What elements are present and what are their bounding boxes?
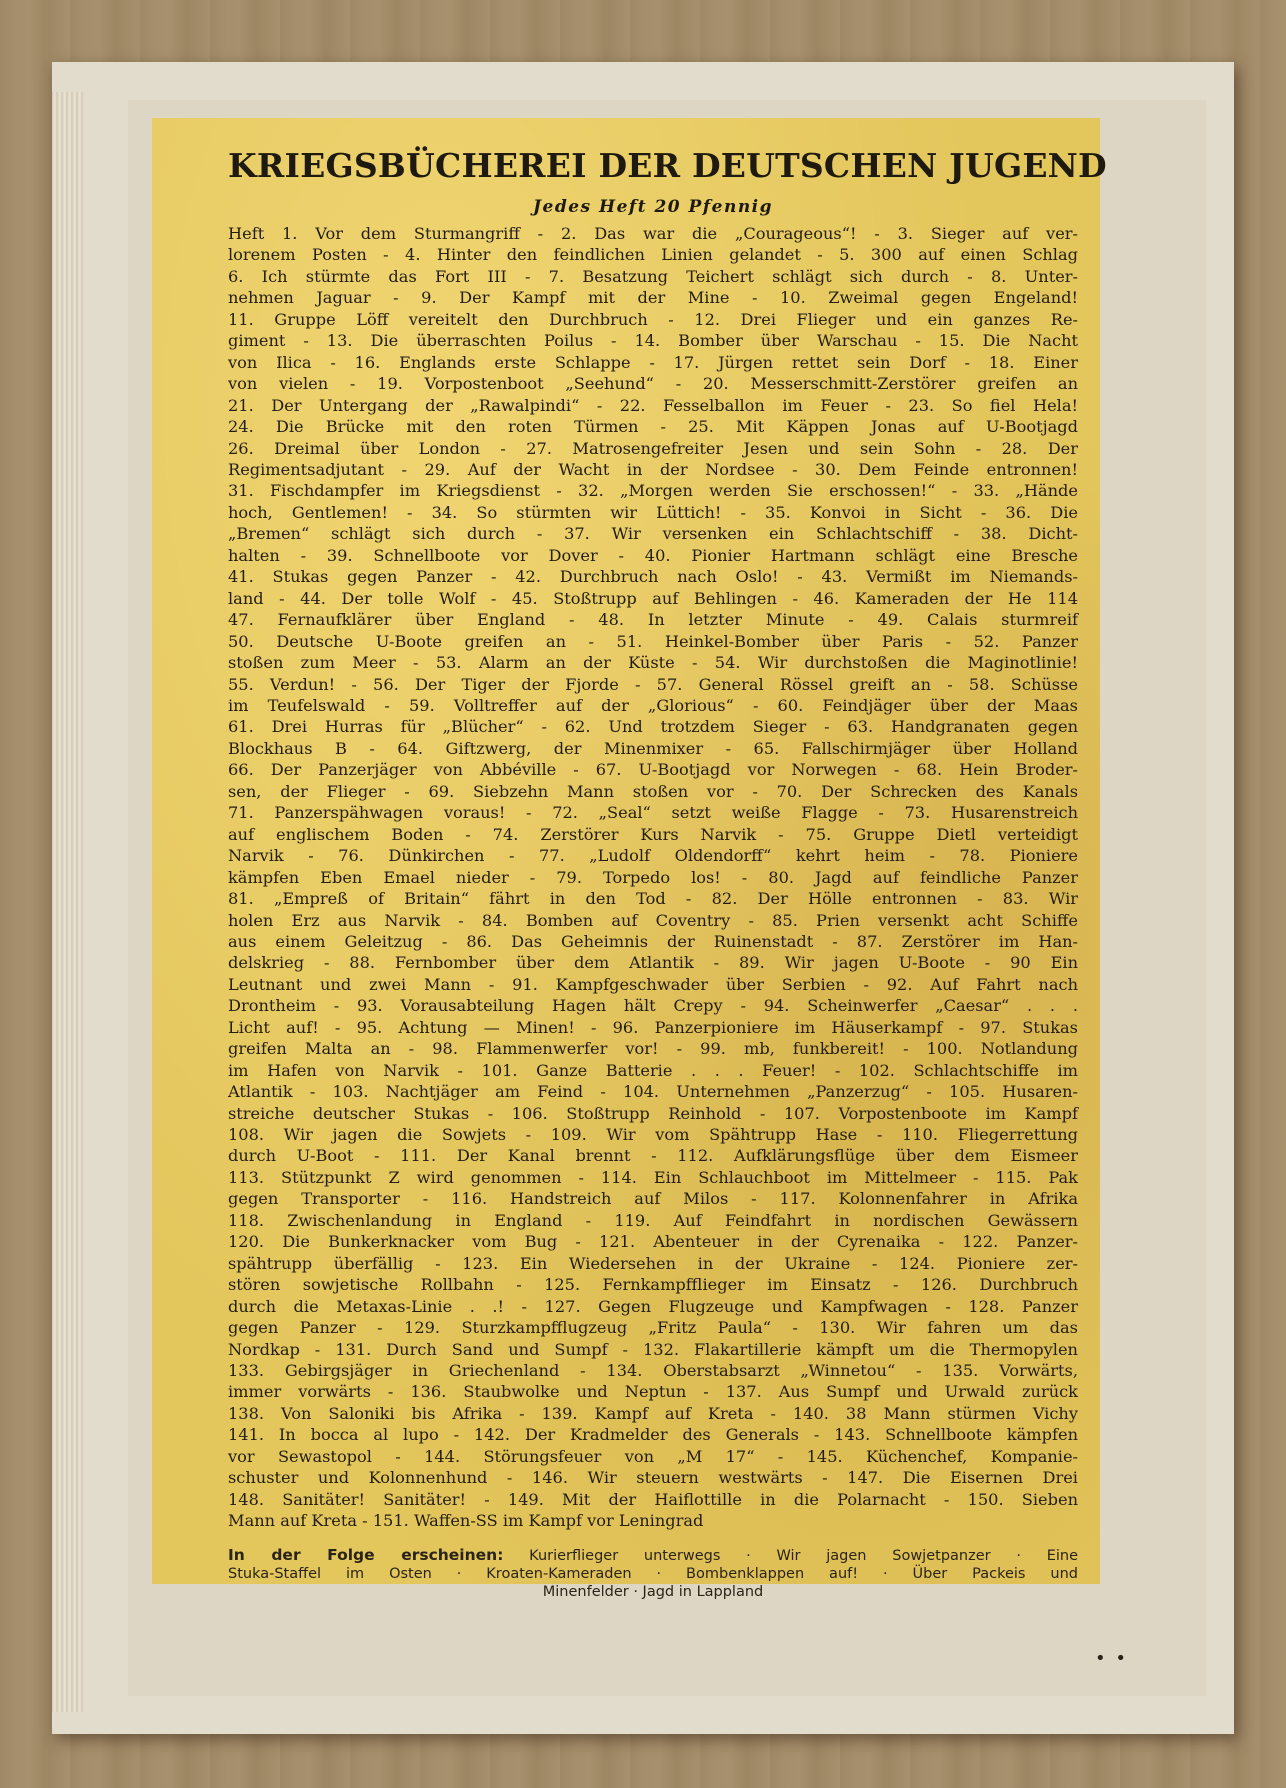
title-list-line: gegen Transporter - 116. Handstreich auf Milos - 117. Kolonnenfahrer in Afrika <box>228 1189 1078 1209</box>
title-list-line: lorenem Posten - 4. Hinter den feindlichen Linien gelandet - 5. 300 auf einen Schlag <box>228 245 1078 265</box>
title-list-line: 108. Wir jagen die Sowjets - 109. Wir vom Spähtrupp Hase - 110. Fliegerrettung <box>228 1125 1078 1145</box>
title-list-line: holen Erz aus Narvik - 84. Bomben auf Coventry - 85. Prien versenkt acht Schiffe <box>228 910 1078 930</box>
title-list-line: delskrieg - 88. Fernbomber über dem Atlantik - 89. Wir jagen U-Boote - 90 Ein <box>228 953 1078 973</box>
title-list-line: 26. Dreimal über London - 27. Matrosengefreiter Jesen und sein Sohn - 28. Der <box>228 438 1078 458</box>
title-list-line: durch U-Boot - 111. Der Kanal brennt - 112. Aufklärungsflüge über dem Eismeer <box>228 1146 1078 1166</box>
title-list-line: durch die Metaxas-Linie . .! - 127. Gegen Flugzeuge und Kampfwagen - 128. Panzer <box>228 1296 1078 1316</box>
title-list-line: 148. Sanitäter! Sanitäter! - 149. Mit der Haiflottille in die Polarnacht - 150. Sieben <box>228 1489 1078 1509</box>
title-list-line: sen, der Flieger - 69. Siebzehn Mann stoßen vor - 70. Der Schrecken des Kanals <box>228 781 1078 801</box>
title-list-line: 120. Die Bunkerknacker vom Bug - 121. Abenteuer in der Cyrenaika - 122. Panzer- <box>228 1232 1078 1252</box>
title-list-line: Atlantik - 103. Nachtjäger am Feind - 104. Unternehmen „Panzerzug“ - 105. Husaren- <box>228 1082 1078 1102</box>
title-list-line: 133. Gebirgsjäger in Griechenland - 134. Oberstabsarzt „Winnetou“ - 135. Vorwärts, <box>228 1361 1078 1381</box>
title-list-line: im Teufelswald - 59. Volltreffer auf der „Glorious“ - 60. Feindjäger über der Maas <box>228 695 1078 715</box>
title-list-line: 113. Stützpunkt Z wird genommen - 114. Ein Schlauchboot im Mittelmeer - 115. Pak <box>228 1167 1078 1187</box>
title-list-line: giment - 13. Die überraschten Poilus - 14. Bomber über Warschau - 15. Die Nacht <box>228 331 1078 351</box>
corner-marks: • • <box>1095 1648 1128 1669</box>
title-list-line: 21. Der Untergang der „Rawalpindi“ - 22. Fesselballon im Feuer - 23. So fiel Hela! <box>228 395 1078 415</box>
title-list-line: stoßen zum Meer - 53. Alarm an der Küste - 54. Wir durchstoßen die Maginotlinie! <box>228 653 1078 673</box>
booklet-title-list <box>228 223 1078 1532</box>
title-list-line: Drontheim - 93. Vorausabteilung Hagen hält Crepy - 94. Scheinwerfer „Caesar“ . . . <box>228 996 1078 1016</box>
title-list-line: vor Sewastopol - 144. Störungsfeuer von „M 17“ - 145. Küchenchef, Kompanie- <box>228 1446 1078 1466</box>
title-list-line: Narvik - 76. Dünkirchen - 77. „Ludolf Oldendorff“ kehrt heim - 78. Pioniere <box>228 846 1078 866</box>
title-list-line: 47. Fernaufklärer über England - 48. In letzter Minute - 49. Calais sturmreif <box>228 610 1078 630</box>
title-list-line: 71. Panzerspähwagen voraus! - 72. „Seal“ setzt weiße Flagge - 73. Husarenstreich <box>228 803 1078 823</box>
title-list-line: 61. Drei Hurras für „Blücher“ - 62. Und trotzdem Sieger - 63. Handgranaten gegen <box>228 717 1078 737</box>
title-list-line: nehmen Jaguar - 9. Der Kampf mit der Mine - 10. Zweimal gegen Engeland! <box>228 288 1078 308</box>
title-list-line: 41. Stukas gegen Panzer - 42. Durchbruch nach Oslo! - 43. Vermißt im Niemands- <box>228 567 1078 587</box>
title-list-line: 31. Fischdampfer im Kriegsdienst - 32. „Morgen werden Sie erschossen!“ - 33. „Hände <box>228 481 1078 501</box>
title-list-line: Regimentsadjutant - 29. Auf der Wacht in der Nordsee - 30. Dem Feinde entronnen! <box>228 459 1078 479</box>
forthcoming-titles <box>228 1546 1078 1601</box>
title-list-line: „Bremen“ schlägt sich durch - 37. Wir versenken ein Schlachtschiff - 38. Dicht- <box>228 524 1078 544</box>
title-list-line: 81. „Empreß of Britain“ fährt in den Tod - 82. Der Hölle entronnen - 83. Wir <box>228 889 1078 909</box>
forthcoming-text: Kurierflieger unterwegs · Wir jagen Sowjetpanzer · Eine <box>529 1547 1078 1564</box>
price-subtitle: Jedes Heft 20 Pfennig <box>532 197 774 217</box>
title-list-line: Nordkap - 131. Durch Sand und Sumpf - 132. Flakartillerie kämpft um die Thermopylen <box>228 1339 1078 1359</box>
title-list-line: 24. Die Brücke mit den roten Türmen - 25. Mit Käppen Jonas auf U-Bootjagd <box>228 417 1078 437</box>
title-list-line: gegen Panzer - 129. Sturzkampfflugzeug „Fritz Paula“ - 130. Wir fahren um das <box>228 1318 1078 1338</box>
title-list-line: 50. Deutsche U-Boote greifen an - 51. Heinkel-Bomber über Paris - 52. Panzer <box>228 631 1078 651</box>
title-list-line: schuster und Kolonnenhund - 146. Wir steuern westwärts - 147. Die Eisernen Drei <box>228 1468 1078 1488</box>
forthcoming-line: Stuka-Staffel im Osten · Kroaten-Kameraden · Bombenklappen auf! · Über Packeis und <box>228 1565 1078 1582</box>
title-list-line: 118. Zwischenlandung in England - 119. Auf Feindfahrt in nordischen Gewässern <box>228 1210 1078 1230</box>
title-list-line: Mann auf Kreta - 151. Waffen-SS im Kampf vor Leningrad <box>228 1511 704 1531</box>
title-list-line: 66. Der Panzerjäger von Abbéville - 67. U-Bootjagd vor Norwegen - 68. Hein Broder- <box>228 760 1078 780</box>
title-list-line: von vielen - 19. Vorpostenboot „Seehund“ - 20. Messerschmitt-Zerstörer greifen an <box>228 374 1078 394</box>
title-list-line: auf englischem Boden - 74. Zerstörer Kurs Narvik - 75. Gruppe Dietl verteidigt <box>228 824 1078 844</box>
title-list-line: 138. Von Saloniki bis Afrika - 139. Kampf auf Kreta - 140. 38 Mann stürmen Vichy <box>228 1403 1078 1423</box>
title-list-line: aus einem Geleitzug - 86. Das Geheimnis der Ruinenstadt - 87. Zerstörer im Han- <box>228 931 1078 951</box>
title-list-line: Leutnant und zwei Mann - 91. Kampfgeschwader über Serbien - 92. Auf Fahrt nach <box>228 974 1078 994</box>
title-list-line: streiche deutscher Stukas - 106. Stoßtrupp Reinhold - 107. Vorpostenboote im Kampf <box>228 1103 1078 1123</box>
forthcoming-line: Minenfelder · Jagd in Lappland <box>542 1583 764 1600</box>
title-list-line: 11. Gruppe Löff vereitelt den Durchbruch - 12. Drei Flieger und ein ganzes Re- <box>228 309 1078 329</box>
title-list-line: greifen Malta an - 98. Flammenwerfer vor! - 99. mb, funkbereit! - 100. Notlandung <box>228 1039 1078 1059</box>
forthcoming-label: In der Folge erscheinen: <box>228 1545 504 1564</box>
title-list-line: 141. In bocca al lupo - 142. Der Kradmelder des Generals - 143. Schnellboote kämpfen <box>228 1425 1078 1445</box>
forthcoming-line <box>228 1546 1078 1565</box>
title-list-line: von Ilica - 16. Englands erste Schlappe - 17. Jürgen rettet sein Dorf - 18. Einer <box>228 352 1078 372</box>
page-edges <box>52 92 84 1712</box>
title-list-line: 55. Verdun! - 56. Der Tiger der Fjorde - 57. General Rössel greift an - 58. Schüsse <box>228 674 1078 694</box>
title-list-line: stören sowjetische Rollbahn - 125. Fernkampfflieger im Einsatz - 126. Durchbruch <box>228 1275 1078 1295</box>
title-list-line: halten - 39. Schnellboote vor Dover - 40. Pionier Hartmann schlägt eine Bresche <box>228 545 1078 565</box>
title-list-line: 6. Ich stürmte das Fort III - 7. Besatzung Teichert schlägt sich durch - 8. Unter- <box>228 266 1078 286</box>
title-list-line: immer vorwärts - 136. Staubwolke und Neptun - 137. Aus Sumpf und Urwald zurück <box>228 1382 1078 1402</box>
series-title: KRIEGSBÜCHEREI DER DEUTSCHEN JUGEND <box>228 146 1107 185</box>
title-list-line: kämpfen Eben Emael nieder - 79. Torpedo los! - 80. Jagd auf feindliche Panzer <box>228 867 1078 887</box>
title-list-line: Heft 1. Vor dem Sturmangriff - 2. Das war die „Courageous“! - 3. Sieger auf ver- <box>228 224 1078 243</box>
title-list-line: hoch, Gentlemen! - 34. So stürmten wir Lüttich! - 35. Konvoi in Sicht - 36. Die <box>228 502 1078 522</box>
printed-yellow-panel <box>152 118 1107 1600</box>
title-list-line: im Hafen von Narvik - 101. Ganze Batterie . . . Feuer! - 102. Schlachtschiffe im <box>228 1060 1078 1080</box>
title-list-line: spähtrupp überfällig - 123. Ein Wiedersehen in der Ukraine - 124. Pioniere zer- <box>228 1253 1078 1273</box>
title-list-line: Blockhaus B - 64. Giftzwerg, der Minenmixer - 65. Fallschirmjäger über Holland <box>228 738 1078 758</box>
title-list-line: Licht auf! - 95. Achtung — Minen! - 96. Panzerpioniere im Häuserkampf - 97. Stukas <box>228 1017 1078 1037</box>
title-list-line: land - 44. Der tolle Wolf - 45. Stoßtrupp auf Behlingen - 46. Kameraden der He 114 <box>228 588 1078 608</box>
